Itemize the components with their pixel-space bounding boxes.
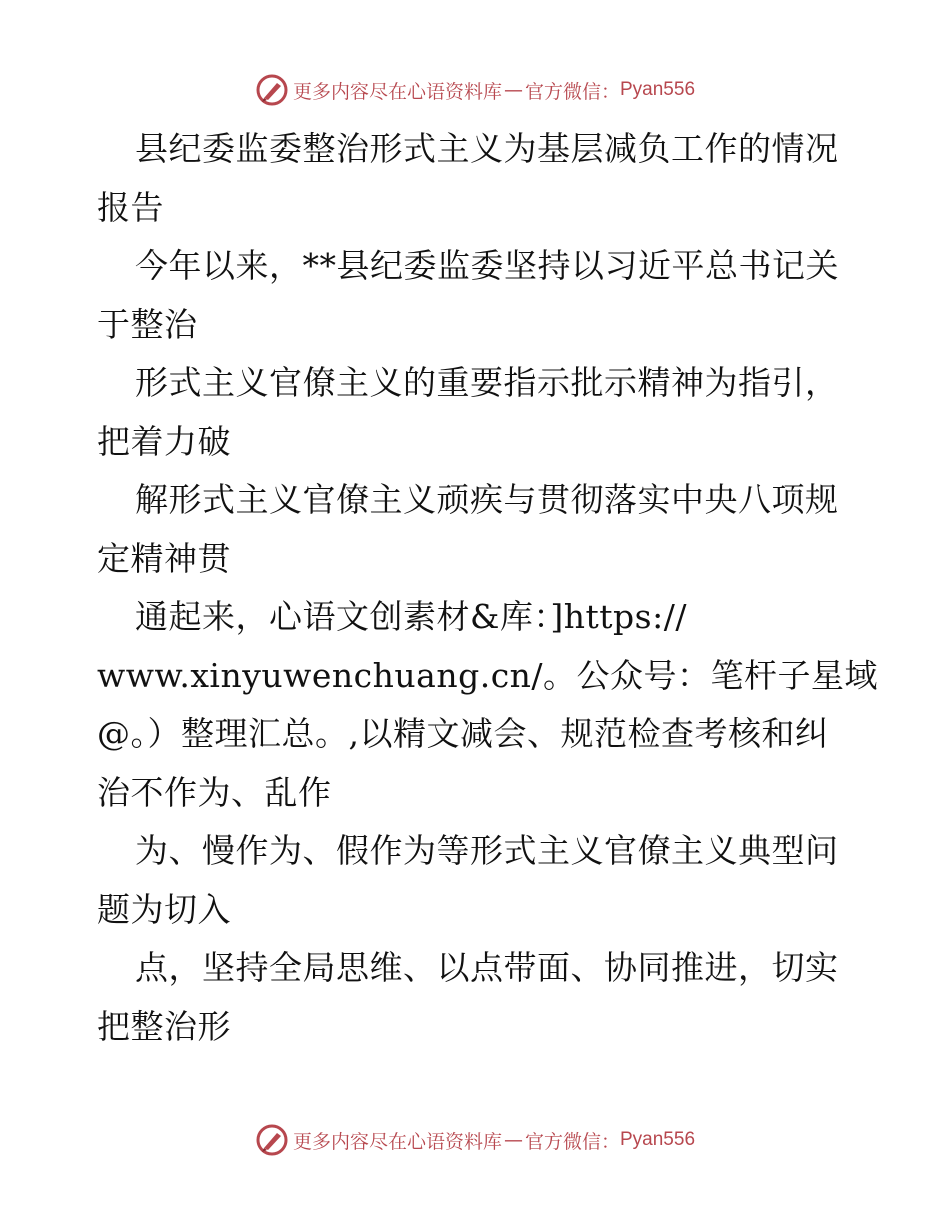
pen-logo-icon	[255, 73, 289, 107]
body-line: www.xinyuwenchuang.cn/。公众号：笔杆子星域	[97, 655, 879, 695]
banner-text: 更多内容尽在心语资料库	[292, 80, 502, 103]
body-line: @。）整理汇总。,以精文减会、规范检查考核和纠	[97, 714, 829, 753]
body-line: 把着力破	[97, 421, 231, 461]
body-line: 治不作为、乱作	[97, 772, 332, 812]
header-watermark	[0, 70, 950, 110]
body-line: 报告	[97, 187, 164, 227]
body-line: 把整治形	[97, 1006, 231, 1046]
body-line: 今年以来，**县纪委监委坚持以习近平总书记关	[135, 246, 839, 285]
body-line: 形式主义官僚主义的重要指示批示精神为指引，	[135, 363, 839, 402]
body-line: 解形式主义官僚主义顽疾与贯彻落实中央八项规	[135, 480, 839, 519]
body-line: 题为切入	[97, 889, 231, 929]
body-line: 通起来，心语文创素材&库：]https://	[135, 597, 687, 636]
footer-watermark	[0, 1120, 950, 1160]
banner-wechat-label: 官方微信：	[524, 80, 620, 103]
banner-wechat-handle: Pyan556	[620, 1129, 696, 1150]
body-line: 定精神贯	[97, 538, 231, 578]
body-line: 县纪委监委整治形式主义为基层减负工作的情况	[135, 129, 839, 168]
body-line: 点，坚持全局思维、以点带面、协同推进，切实	[135, 948, 839, 987]
banner-text: 更多内容尽在心语资料库	[292, 1130, 502, 1153]
document-body	[97, 120, 879, 1056]
banner-wechat-label: 官方微信：	[524, 1130, 620, 1153]
body-line: 为、慢作为、假作为等形式主义官僚主义典型问	[135, 831, 839, 870]
body-line: 于整治	[97, 304, 198, 344]
banner-separator: —	[503, 79, 523, 101]
banner-wechat-handle: Pyan556	[620, 79, 696, 100]
pen-logo-icon	[255, 1123, 289, 1157]
banner-separator: —	[503, 1129, 523, 1151]
